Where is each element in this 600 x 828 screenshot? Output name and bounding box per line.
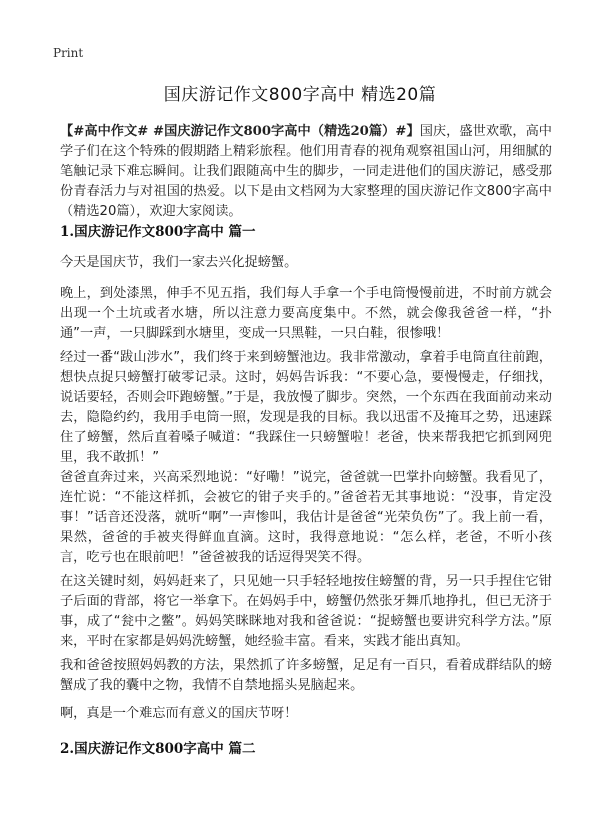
page-title: 国庆游记作文800字高中 精选20篇	[163, 85, 437, 105]
intro-tag: 【#高中作文# #国庆游记作文800字高中（精选20篇）#】	[60, 124, 420, 139]
paragraph-7: 啊，真是一个难忘而有意义的国庆节呀！	[60, 706, 298, 721]
print-label: Print	[53, 46, 84, 60]
intro-paragraph	[60, 122, 552, 222]
paragraph-2: 晚上，到处漆黑，伸手不见五指，我们每人手拿一个手电筒慢慢前进，不时前方就会出现一个土坑或者水塘，所以注意力要高度集中。不然，就会像我爸爸一样，“扑通”一声，一只脚踩到水塘里，变成一只黑鞋，一只白鞋，很惨哦！	[60, 286, 552, 341]
paragraph-4: 爸爸直奔过来，兴高采烈地说：“好嘞！”说完，爸爸就一巴掌扑向螃蟹。我看见了，连忙说：“不能这样抓，会被它的钳子夹手的。”爸爸若无其事地说：“没事，肯定没事！”话音还没落，就听“啊”一声惨叫，我估计是爸爸“光荣负伤”了。我上前一看，果然，爸爸的手被夹得鲜血直滴。这时，我得意地说：“怎么样，老爸，不听小孩言，吃亏也在眼前吧！”爸爸被我的话逗得哭笑不得。	[60, 470, 552, 565]
paragraph-5: 在这关键时刻，妈妈赶来了，只见她一只手轻轻地按住螃蟹的背，另一只手捏住它钳子后面的背部，将它一举拿下。在妈妈手中，螃蟹仍然张牙舞爪地挣扎，但已无济于事，成了“瓮中之鳖”。妈妈笑眯眯地对我和爸爸说：“捉螃蟹也要讲究科学方法。”原来，平时在家都是妈妈洗螃蟹，她经验丰富。看来，实践才能出真知。	[60, 574, 552, 649]
paragraph-3: 经过一番“跋山涉水”，我们终于来到螃蟹池边。我非常激动，拿着手电筒直往前跑，想快点捉只螃蟹打破零记录。这时，妈妈告诉我：“不要心急，要慢慢走，仔细找，说话要轻，否则会吓跑螃蟹。”于是，我放慢了脚步。突然，一个东西在我面前动来动去，隐隐约约，我用手电筒一照，发现是我的目标。我以迅雷不及掩耳之势，迅速踩住了螃蟹，然后直着嗓子喊道：“我踩住一只螃蟹啦！老爸，快来帮我把它抓到网兜里，我不敢抓！”	[60, 350, 552, 465]
paragraph-6: 我和爸爸按照妈妈教的方法，果然抓了许多螃蟹，足足有一百只，看着成群结队的螃蟹成了我的囊中之物，我情不自禁地摇头晃脑起来。	[60, 658, 552, 693]
section-heading-2: 2.国庆游记作文800字高中 篇二	[60, 741, 256, 757]
section-heading-1: 1.国庆游记作文800字高中 篇一	[60, 224, 256, 240]
paragraph-1: 今天是国庆节，我们一家去兴化捉螃蟹。	[60, 255, 298, 270]
intro-text: 国庆，盛世欢歌，高中学子们在这个特殊的假期踏上精彩旅程。他们用青春的视角观察祖国山河，用细腻的笔触记录下难忘瞬间。让我们跟随高中生的脚步，一同走进他们的国庆游记，感受那份青春活力与对祖国的热爱。以下是由文档网为大家整理的国庆游记作文800字高中（精选20篇），欢迎大家阅读。	[60, 124, 552, 219]
